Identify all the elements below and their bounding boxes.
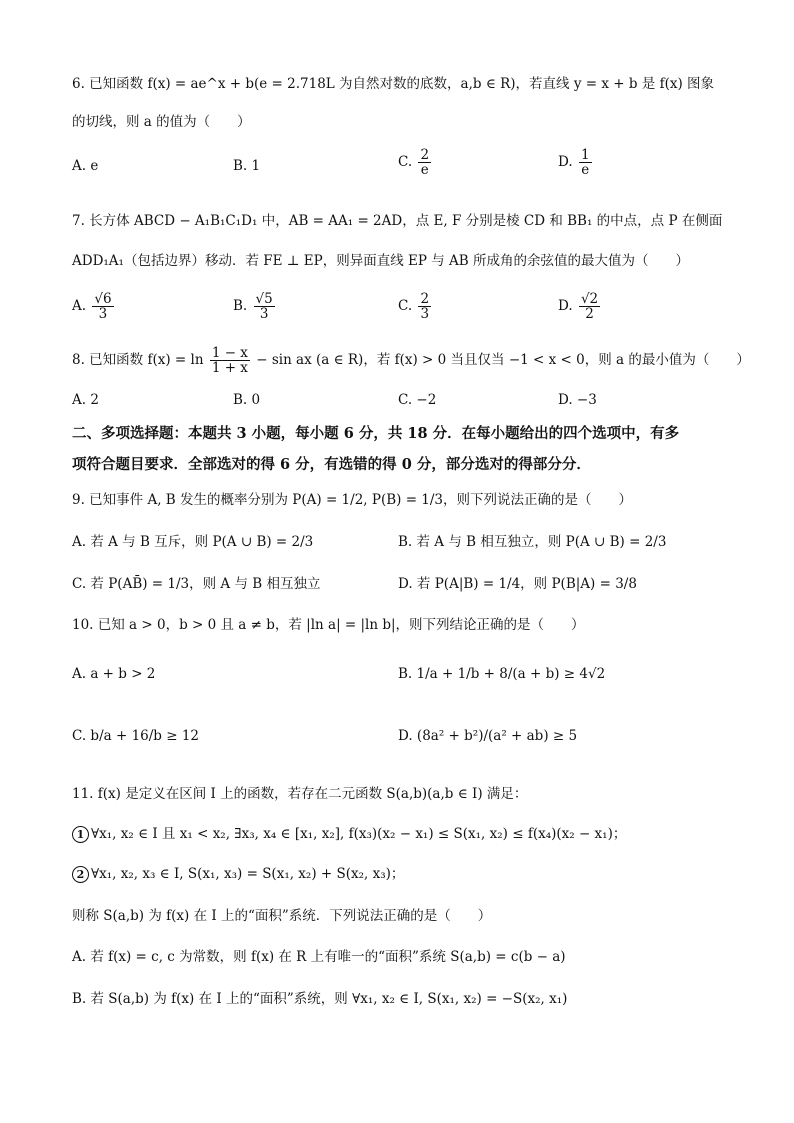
section2-heading-line2: 项符合题目要求．全部选对的得 6 分，有选错的得 0 分，部分选对的得部分分． [72, 456, 591, 473]
q7-stem-line2: ADD₁A₁（包括边界）移动．若 FE ⊥ EP，则异面直线 EP 与 AB 所成角的余弦值的最大值为（ ） [72, 253, 689, 269]
q9-option-a: A. 若 A 与 B 互斥，则 P(A ∪ B) = 2/3 [72, 534, 314, 550]
q9-option-c: C. 若 P(AB̄) = 1/3，则 A 与 B 相互独立 [72, 576, 321, 592]
q7-stem-line1: 7. 长方体 ABCD − A₁B₁C₁D₁ 中，AB = AA₁ = 2AD，点 E, F 分别是棱 CD 和 BB₁ 的中点，点 P 在侧面 [72, 213, 723, 229]
q6-option-c [398, 148, 433, 177]
q10-stem: 10. 已知 a > 0，b > 0 且 a ≠ b，若 |ln a| = |ln b|，则下列结论正确的是（ ） [72, 617, 585, 633]
q8-option-c: C. −2 [398, 392, 437, 408]
q10-option-b: B. 1/a + 1/b + 8/(a + b) ≥ 4√2 [398, 666, 606, 682]
option-label: D. [558, 154, 573, 171]
q8-option-b: B. 0 [233, 392, 261, 408]
q11-conclusion: 则称 S(a,b) 为 f(x) 在 I 上的“面积”系统．下列说法正确的是（ ） [72, 908, 492, 924]
q6-stem-line1: 6. 已知函数 f(x) = ae^x + b(e = 2.718L 为自然对数的底数，a,b ∈ R)，若直线 y = x + b 是 f(x) 图象 [72, 76, 715, 92]
q11-condition-1: 1 ∀x₁, x₂ ∈ I 且 x₁ < x₂, ∃x₃, x₄ ∈ [x₁, x₂], f(x₃)(x₂ − x₁) ≤ S(x₁, x₂) ≤ f(x₄)(x₂ − x₁)； [72, 822, 626, 843]
q10-option-a: A. a + b > 2 [72, 666, 156, 682]
q11-option-b: B. 若 S(a,b) 为 f(x) 在 I 上的“面积”系统，则 ∀x₁, x₂ ∈ I, S(x₁, x₂) = −S(x₂, x₁) [72, 991, 568, 1007]
q11-condition-2: 2 ∀x₁, x₂, x₃ ∈ I, S(x₁, x₃) = S(x₁, x₂) + S(x₂, x₃)； [72, 862, 404, 883]
q9-stem: 9. 已知事件 A, B 发生的概率分别为 P(A) = 1/2, P(B) = 1/3，则下列说法正确的是（ ） [72, 492, 633, 508]
q11-stem: 11. f(x) 是定义在区间 I 上的函数，若存在二元函数 S(a,b)(a,b ∈ I) 满足： [72, 786, 528, 802]
q6-option-d [558, 148, 594, 177]
q7-option-c: C. $\frac{2}{3}$ [398, 291, 430, 323]
q7-option-a: A. $\frac{√6}{3}$ [72, 291, 112, 323]
q8-option-d: D. −3 [558, 392, 597, 408]
q9-option-d: D. 若 P(A|B) = 1/4，则 P(B|A) = 3/8 [398, 576, 637, 592]
section2-heading-line1: 二、多项选择题：本题共 3 小题，每小题 6 分，共 18 分．在每小题给出的四个选项中，有多 [72, 425, 680, 442]
q6-option-b: B. 1 [233, 158, 261, 174]
q7-option-b: B. $\frac{√5}{3}$ [233, 291, 273, 323]
q6-stem-line2: 的切线，则 a 的值为（ ） [72, 114, 251, 130]
option-label: C. [398, 154, 413, 171]
fraction: $\frac{1 - x}{1 + x}$ [211, 345, 248, 377]
circled-number-2: 2 [72, 866, 89, 883]
q9-option-b: B. 若 A 与 B 相互独立，则 P(A ∪ B) = 2/3 [398, 534, 667, 550]
fraction: $\frac{2}{e}$ [420, 147, 430, 179]
circled-number-1: 1 [72, 826, 89, 843]
q7-option-d: D. $\frac{√2}{2}$ [558, 291, 599, 323]
q10-option-c: C. b/a + 16/b ≥ 12 [72, 728, 200, 744]
q11-option-a: A. 若 f(x) = c, c 为常数，则 f(x) 在 R 上有唯一的“面积”系统 S(a,b) = c(b − a) [72, 949, 566, 965]
q8-option-a: A. 2 [72, 392, 99, 408]
fraction: $\frac{1}{e}$ [580, 147, 590, 179]
q10-option-d: D. (8a² + b²)/(a² + ab) ≥ 5 [398, 728, 578, 744]
q8-stem: 8. 已知函数 f(x) = ln $\frac{1 - x}{1 + x}$ − sin ax (a ∈ R)，若 f(x) > 0 当且仅当 −1 < x < 0，则 a 的最小值为（ ） [72, 345, 750, 377]
q6-option-a: A. e [72, 158, 99, 174]
